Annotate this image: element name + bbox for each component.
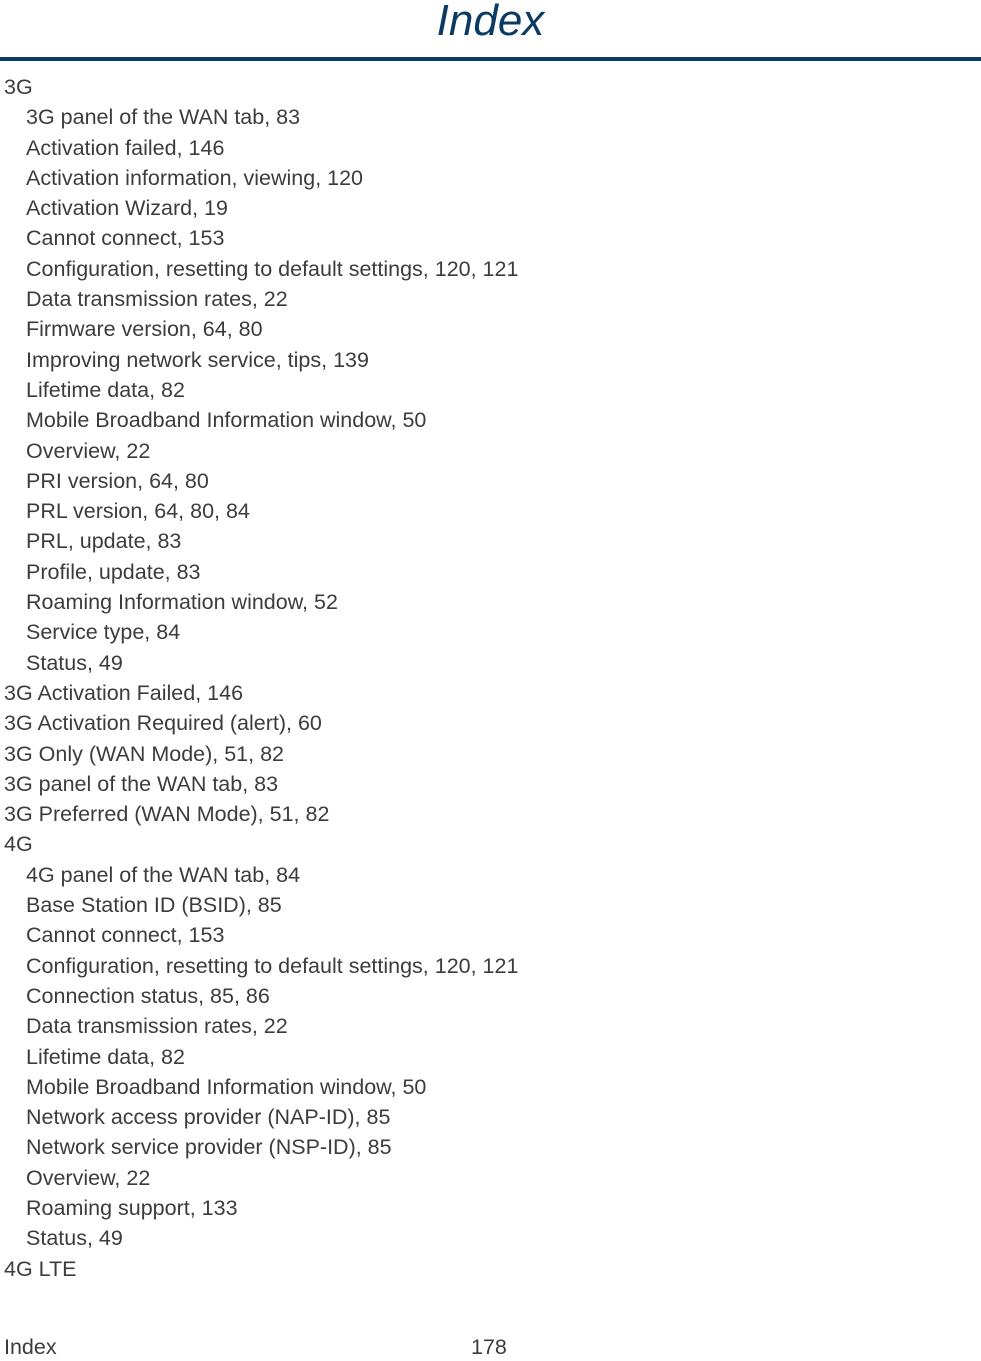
index-subentry: Roaming support, 133 [26, 1195, 238, 1220]
index-entry: 3G Only (WAN Mode), 51, 82 [4, 741, 284, 766]
index-subentry: Mobile Broadband Information window, 50 [26, 1074, 427, 1099]
index-subentry: Mobile Broadband Information window, 50 [26, 408, 427, 433]
index-subentry: Cannot connect, 153 [26, 923, 225, 948]
index-subentry: Overview, 22 [26, 1165, 151, 1190]
index-entry: 3G Preferred (WAN Mode), 51, 82 [4, 802, 330, 827]
index-subentry: Profile, update, 83 [26, 559, 201, 584]
index-entry: 3G Activation Required (alert), 60 [4, 711, 322, 736]
index-entry: 3G panel of the WAN tab, 83 [4, 771, 279, 796]
index-subentry: Activation failed, 146 [26, 135, 225, 160]
index-subentry: Data transmission rates, 22 [26, 287, 288, 312]
index-subentry: Configuration, resetting to default settings, 120, 121 [26, 953, 519, 978]
index-subentry: Service type, 84 [26, 620, 181, 645]
index-subentry: Improving network service, tips, 139 [26, 347, 369, 372]
index-subentry: Activation information, viewing, 120 [26, 165, 364, 190]
index-subentry: Overview, 22 [26, 438, 151, 463]
index-entry: 4G LTE [4, 1256, 77, 1281]
index-subentry: Cannot connect, 153 [26, 226, 225, 251]
index-subentry: Connection status, 85, 86 [26, 983, 270, 1008]
index-subentry: PRI version, 64, 80 [26, 468, 209, 493]
index-subentry: Lifetime data, 82 [26, 377, 185, 402]
index-entry: 3G [4, 75, 33, 99]
index-subentry: PRL, update, 83 [26, 529, 182, 554]
index-subentry: Base Station ID (BSID), 85 [26, 893, 282, 918]
page-title: Index [436, 0, 545, 45]
title-divider [0, 57, 981, 61]
index-subentry: 3G panel of the WAN tab, 83 [26, 105, 301, 130]
index-subentry: Status, 49 [26, 650, 123, 675]
index-subentry: Data transmission rates, 22 [26, 1014, 288, 1039]
index-subentry: 4G panel of the WAN tab, 84 [26, 862, 301, 887]
index-subentry: Activation Wizard, 19 [26, 196, 228, 221]
index-entries [4, 72, 964, 1284]
index-subentry: Network service provider (NSP-ID), 85 [26, 1135, 392, 1160]
index-subentry: Network access provider (NAP-ID), 85 [26, 1105, 391, 1130]
index-subentry: Firmware version, 64, 80 [26, 317, 263, 342]
index-subentry: Configuration, resetting to default settings, 120, 121 [26, 256, 519, 281]
index-entry: 3G Activation Failed, 146 [4, 680, 244, 705]
footer-page-number: 178 [471, 1335, 507, 1359]
index-subentry: PRL version, 64, 80, 84 [26, 499, 250, 524]
index-subentry: Roaming Information window, 52 [26, 590, 338, 615]
footer-section-label: Index [4, 1335, 57, 1359]
index-subentry: Status, 49 [26, 1226, 123, 1251]
index-entry: 4G [4, 832, 33, 857]
index-subentry: Lifetime data, 82 [26, 1044, 185, 1069]
